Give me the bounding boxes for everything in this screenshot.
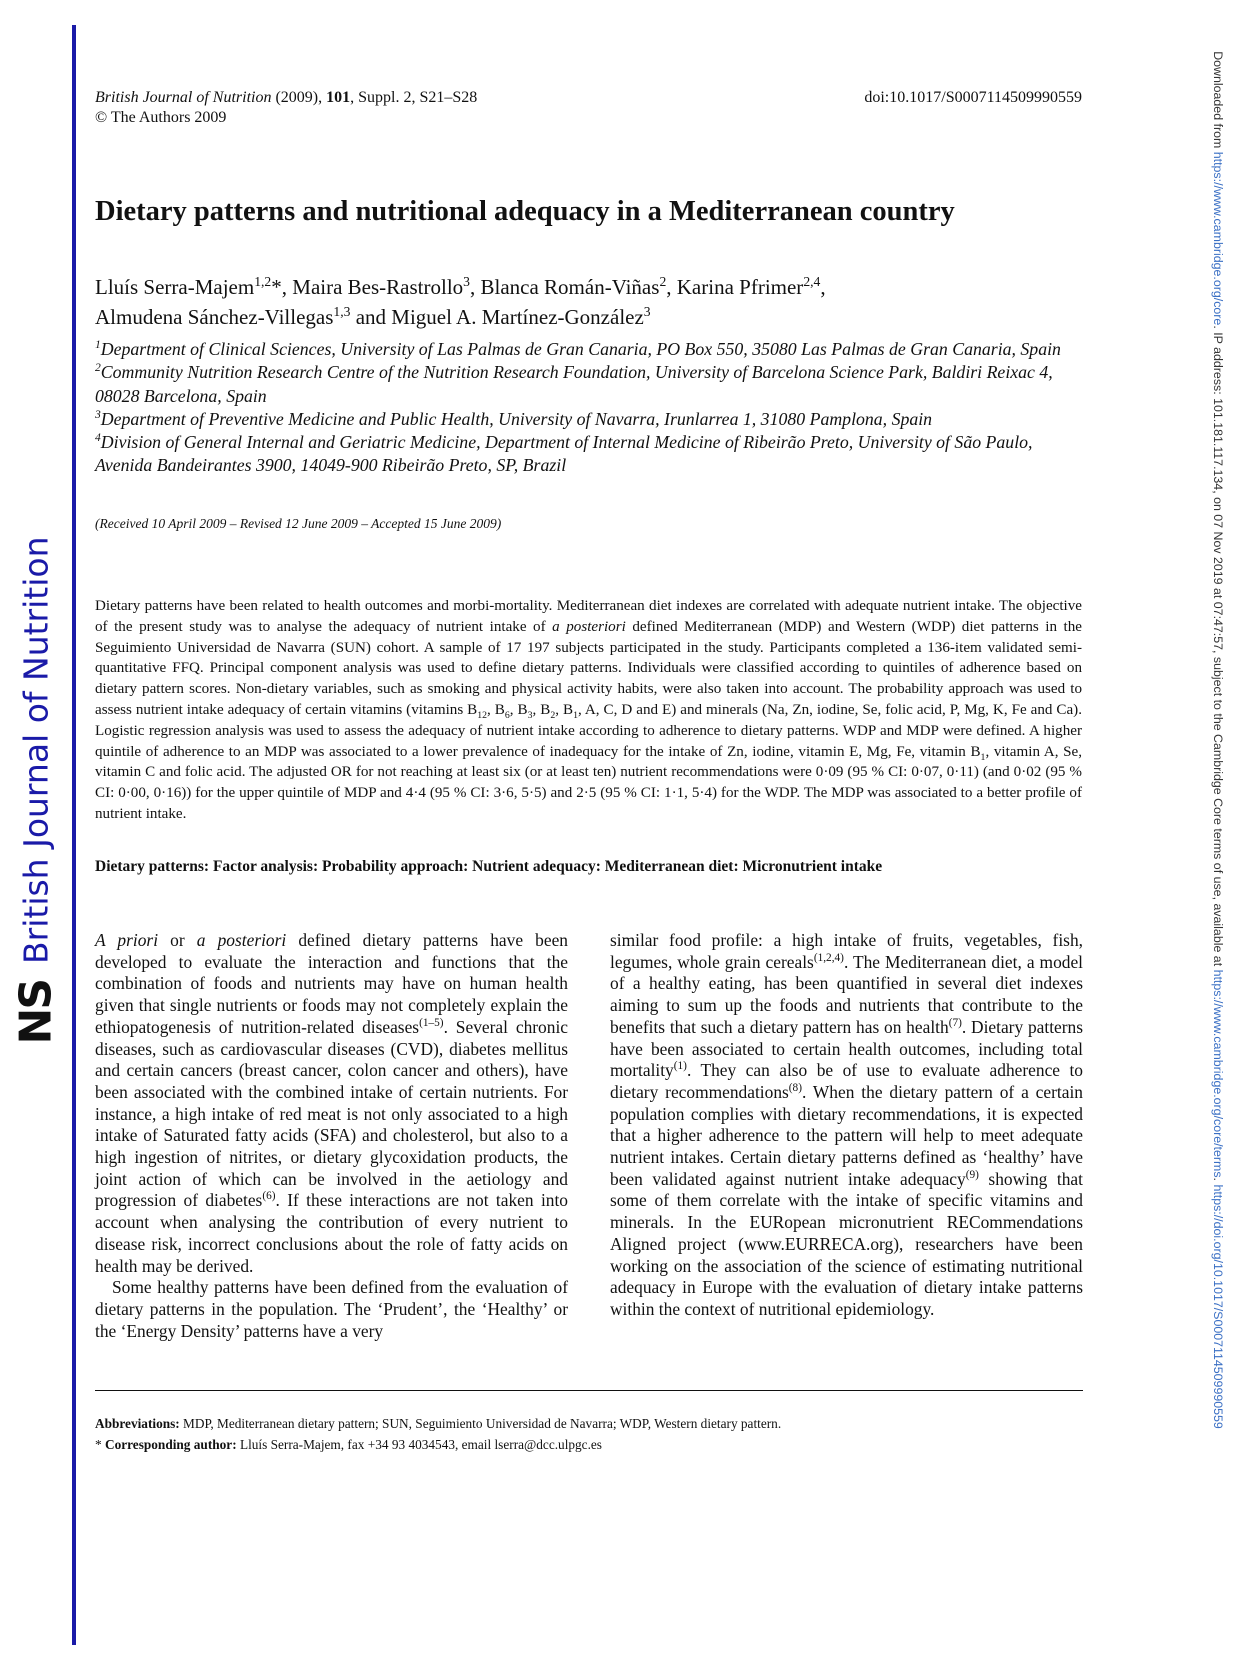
vitamin-subscript: 1 — [980, 751, 986, 763]
citation-ref: (9) — [965, 1168, 979, 1181]
header-journal: British Journal of Nutrition — [95, 89, 272, 106]
received-dates: (Received 10 April 2009 – Revised 12 June 2009 – Accepted 15 June 2009) — [95, 516, 502, 531]
vitamin-subscript: 12 — [477, 710, 488, 721]
doi-link[interactable]: https://doi.org/10.1017/S0007114509990559 — [1211, 1184, 1225, 1429]
body-text: . When the dietary pattern of a certain population complies with dietary recommendations, it is expected that a higher adherence to the pattern will help to meet adequate nutrient intakes. Certain dietary patterns defined as ‘healthy’ have been validated against nutrient intake adequacy — [610, 1081, 1083, 1189]
citation-ref: (1) — [673, 1060, 687, 1073]
header-copyright: © The Authors 2009 — [95, 109, 227, 126]
body-column-left — [95, 930, 568, 1342]
affiliation — [95, 338, 1085, 361]
body-paragraph — [95, 930, 568, 1277]
body-paragraph — [610, 930, 1083, 1321]
author-sep: , — [820, 275, 826, 299]
citation-ref: (1–5) — [419, 1017, 444, 1030]
body-text: similar food profile: a high intake of fruits, vegetables, fish, legumes, whole grain cereals — [610, 930, 1083, 972]
vitamin-subscript: 6 — [504, 710, 510, 721]
terms-link[interactable]: https://www.cambridge.org/core/terms — [1211, 969, 1225, 1178]
abbreviations-note — [95, 1413, 1083, 1434]
ns-logo: NS — [10, 979, 62, 1045]
abstract-text: , B — [555, 701, 574, 718]
journal-side-rule — [72, 25, 76, 1645]
body-text: . Dietary patterns have been associated to certain health outcomes, including total mortality — [610, 1016, 1083, 1081]
body-text: . If these interactions are not taken into account when analysing the contribution of every nutrient to disease risk, incorrect conclusions about the role of fatty acids on health may be derived. — [95, 1190, 569, 1276]
abstract-text: , B — [487, 701, 505, 718]
affiliation-text: Department of Clinical Sciences, University of Las Palmas de Gran Canaria, PO Box 550, 35080 Las Palmas de Gran Canaria, Spain — [100, 339, 1061, 359]
author-affil-sup: 2 — [659, 274, 667, 289]
affiliation-num: 4 — [95, 431, 101, 445]
keywords: Dietary patterns: Factor analysis: Probability approach: Nutrient adequacy: Mediterranean diet: Micronutrient intake — [95, 858, 883, 875]
body-text: . They can also be of use to evaluate adherence to dietary recommendations — [610, 1060, 1083, 1102]
author-sep: , — [469, 275, 481, 299]
body-italic: A priori — [95, 930, 159, 950]
cambridge-core-link[interactable]: https://www.cambridge.org/core — [1211, 151, 1225, 326]
body-text: or — [158, 930, 197, 950]
article-title: Dietary patterns and nutritional adequacy in a Mediterranean country — [95, 196, 955, 227]
author-name: Miguel A. Martínez-González — [391, 305, 644, 329]
download-note-prefix: Downloaded from — [1211, 51, 1225, 152]
abstract-text: Dietary patterns have been related to health outcomes and morbi-mortality. Mediterranean diet indexes are correlated with adequate nutrient intake. The objective of the present study was to analyse the adequacy of nutrient intake of — [95, 598, 1082, 635]
author-name: Maira Bes-Rastrollo — [292, 275, 464, 299]
affiliation-text: Department of Preventive Medicine and Public Health, University of Navarra, Irunlarrea 1, 31080 Pamplona, Spain — [100, 408, 933, 429]
header-volume: 101 — [326, 89, 351, 106]
affiliation-text: Division of General Internal and Geriatric Medicine, Department of Internal Medicine of Ribeirão Preto, University of São Paulo, Avenida Bandeirantes 3900, 14049-900 Ribeirão Preto, SP, Brazil — [95, 432, 1033, 476]
download-note-sep: . — [1211, 1177, 1225, 1185]
abbreviations-label: Abbreviations: — [95, 1416, 180, 1431]
affiliation-num: 2 — [95, 361, 101, 375]
body-italic: a posteriori — [196, 930, 287, 950]
body-text: . Several chronic diseases, such as cardiovascular diseases (CVD), diabetes mellitus and certain cancers (breast cancer, colon cancer and others), have been associated with the combined intake of certain nutrients. For instance, a high intake of red meat is not only associated to a high intake of Saturated fatty acids (SFA) and cholesterol, but also to a high ingestion of nitrites, or dietary glycoxidation products, the joint action of which can be involved in the aetiology and progression of diabetes — [95, 1016, 568, 1211]
abstract-text: defined Mediterranean (MDP) and Western (WDP) diet patterns in the Seguimiento Universidad de Navarra (SUN) cohort. A sample of 17 197 subjects participated in the study. Participants completed a 136-item validated semi-quantitative FFQ. Principal component analysis was used to define dietary patterns. Individuals were classified according to quintiles of adherence based on dietary pattern scores. Non-dietary variables, such as smoking and physical activity habits, were also taken into account. The probability approach was used to assess nutrient intake adequacy of certain vitamins (vitamins B — [95, 618, 1082, 718]
author-affil-sup: 3 — [463, 274, 470, 289]
journal-side-banner — [8, 535, 64, 1045]
asterisk-mark: * — [95, 1437, 105, 1452]
citation-ref: (8) — [788, 1082, 802, 1095]
corresponding-label: Corresponding author: — [104, 1437, 237, 1452]
author-sep: and — [350, 305, 392, 329]
author-sep: *, — [271, 275, 293, 299]
abstract-text: , B — [532, 701, 551, 718]
author-name: Karina Pfrimer — [676, 275, 804, 299]
corresponding-text: Lluís Serra-Majem, fax +34 93 4034543, email lserra@dcc.ulpgc.es — [236, 1437, 602, 1452]
author-affil-sup: 1,2 — [254, 274, 272, 289]
citation-header — [95, 88, 477, 128]
author-sep: , — [666, 275, 677, 299]
citation-ref: (6) — [262, 1190, 276, 1203]
author-name: Almudena Sánchez-Villegas — [95, 305, 334, 329]
vitamin-subscript: 2 — [550, 710, 556, 721]
affiliation — [95, 408, 1085, 431]
abbreviations-text: MDP, Mediterranean dietary pattern; SUN, Seguimiento Universidad de Navarra; WDP, Western dietary pattern. — [179, 1416, 782, 1431]
body-text: . The Mediterranean diet, a model of a healthy eating, has been quantified in several diet indexes aiming to sum up the foods and nutrients that contribute to the benefits that such a dietary pattern has on health — [610, 951, 1084, 1037]
author-name: Lluís Serra-Majem — [95, 275, 255, 299]
corresponding-author-note — [95, 1434, 1083, 1455]
abstract-text: , vitamin A, Se, vitamin C and folic acid. The adjusted OR for not reaching at least six (or at least ten) nutrient recommendations were 0·09 (95 % CI: 0·07, 0·11) (and 0·02 (95 % CI: 0·00, 0·16)) for the upper quintile of MDP and 4·4 (95 % CI: 3·6, 5·5) and 2·5 (95 % CI: 1·1, 5·4) for the WDP. The MDP was associated to a better profile of nutrient intake. — [95, 743, 1082, 822]
abstract-text: , A, C, D and E) and minerals (Na, Zn, iodine, Se, folic acid, P, Mg, K, Fe and Ca). Logistic regression analysis was used to assess the adequacy of nutrient intake according to adherence to dietary patterns. WDP and MDP were defined. A higher quintile of adherence to an MDP was associated to a lower prevalence of inadequacy for the intake of Zn, iodine, vitamin E, Mg, Fe, vitamin B — [95, 701, 1082, 760]
author-list — [95, 272, 1085, 332]
affiliation-num: 3 — [95, 407, 101, 421]
body-text: defined dietary patterns have been developed to evaluate the interaction and functions that the combination of foods and nutrients may have on human health given that single nutrients or foods may not completely explain the ethiopatogenesis of nutrition-related diseases — [95, 930, 568, 1037]
author-affil-sup: 3 — [643, 304, 651, 319]
header-year: (2009), — [271, 89, 327, 106]
body-column-right — [610, 930, 1083, 1321]
download-note — [1200, 20, 1236, 1460]
abstract-italic: a posteriori — [552, 618, 626, 635]
abstract — [95, 596, 1082, 825]
abstract-text: , B — [509, 701, 528, 718]
download-note-middle: . IP address: 101.181.117.134, on 07 Nov 2019 at 07:47:57, subject to the Cambridge Core terms of use, available at — [1211, 325, 1225, 970]
affiliation — [95, 431, 1085, 478]
side-journal-name: British Journal of Nutrition — [16, 535, 56, 964]
citation-ref: (7) — [948, 1017, 962, 1030]
affiliation-num: 1 — [95, 338, 101, 352]
affiliation — [95, 361, 1085, 408]
citation-ref: (1,2,4) — [813, 951, 844, 964]
body-paragraph: Some healthy patterns have been defined from the evaluation of dietary patterns in the population. The ‘Prudent’, the ‘Healthy’ or the ‘Energy Density’ patterns have a very — [95, 1277, 568, 1341]
affiliations — [95, 338, 1085, 478]
vitamin-subscript: 1 — [573, 710, 578, 721]
footnote-divider — [95, 1390, 1083, 1391]
footnotes — [95, 1413, 1083, 1455]
affiliation-text: Community Nutrition Research Centre of the Nutrition Research Foundation, University of Barcelona Science Park, Baldiri Reixac 4, 08028 Barcelona, Spain — [95, 362, 1053, 406]
author-name: Blanca Román-Viñas — [480, 275, 660, 299]
author-affil-sup: 1,3 — [333, 304, 351, 319]
vitamin-subscript: 3 — [527, 710, 533, 721]
header-doi: doi:10.1017/S0007114509990559 — [864, 89, 1082, 106]
body-text: showing that some of them correlate with the intake of specific vitamins and minerals. In the EURopean micronutrient RECommendations Aligned project (www.EURRECA.org), researchers have been working on the association of the science of estimating nutritional adequacy in Europe with the evaluation of dietary intake patterns within the context of nutritional epidemiology. — [610, 1168, 1083, 1319]
author-affil-sup: 2,4 — [803, 274, 821, 289]
header-pages: , Suppl. 2, S21–S28 — [350, 89, 478, 106]
